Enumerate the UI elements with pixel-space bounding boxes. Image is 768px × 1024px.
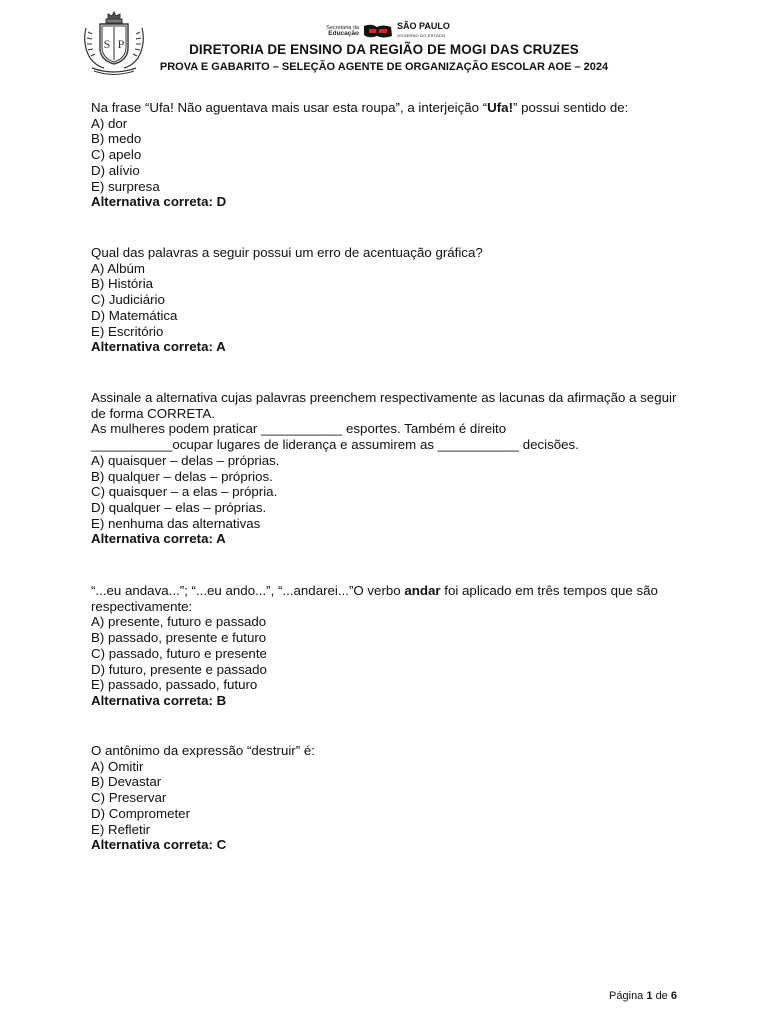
state-label [397, 22, 450, 40]
correct-answer: Alternativa correta: C [91, 837, 227, 853]
question-4 [91, 583, 681, 709]
stem-emphasis: andar [404, 583, 441, 598]
correct-answer: Alternativa correta: D [91, 194, 227, 210]
question-3 [91, 390, 681, 547]
document-title: DIRETORIA DE ENSINO DA REGIÃO DE MOGI DAS CRUZES [189, 42, 579, 57]
question-5 [91, 743, 681, 853]
option: E) Escritório [91, 323, 164, 339]
option: D) qualquer – elas – próprias. [91, 499, 267, 515]
secretaria-label [325, 25, 359, 37]
svg-text:S: S [103, 37, 111, 51]
option: D) alívio [91, 162, 140, 178]
correct-answer: Alternativa correta: B [91, 692, 227, 708]
stem-emphasis: Ufa! [487, 100, 514, 115]
option: A) Albúm [91, 260, 145, 276]
option: A) Omitir [91, 758, 144, 774]
option: C) Judiciário [91, 292, 165, 308]
option: C) Preservar [91, 790, 167, 806]
option: D) Matemática [91, 307, 178, 323]
option: B) passado, presente e futuro [91, 630, 267, 646]
question-stem-line: ___________ocupar lugares de liderança e assumirem as ___________ decisões. [91, 437, 579, 453]
of-word: de [655, 990, 668, 1002]
question-stem [91, 583, 681, 614]
state-name: SÃO PAULO [397, 21, 450, 31]
stem-text: foi aplicado em três tempos que são respectivamente: [91, 583, 658, 614]
option: D) futuro, presente e passado [91, 661, 267, 677]
question-stem: Qual das palavras a seguir possui um erro de acentuação gráfica? [91, 245, 483, 260]
question-2 [91, 245, 681, 355]
option: E) Refletir [91, 821, 151, 837]
option: A) quaisquer – delas – próprias. [91, 452, 280, 468]
question-1 [91, 100, 681, 210]
correct-answer: Alternativa correta: A [91, 531, 226, 547]
current-page: 1 [646, 990, 653, 1002]
page-word: Página [609, 990, 644, 1002]
option: D) Comprometer [91, 805, 191, 821]
option: E) nenhuma das alternativas [91, 515, 261, 531]
option: B) História [91, 276, 154, 292]
stem-text: ” possui sentido de: [513, 100, 629, 115]
sp-map-icon [363, 23, 393, 39]
option: C) quaisquer – a elas – própria. [91, 484, 278, 500]
sao-paulo-education-logo [325, 22, 450, 40]
option: B) medo [91, 131, 142, 147]
page-number [609, 990, 677, 1002]
option: E) passado, passado, futuro [91, 677, 258, 693]
question-stem: Assinale a alternativa cujas palavras preenchem respectivamente as lacunas da afirmação a seguir de forma CORRETA. [91, 390, 677, 421]
option: A) presente, futuro e passado [91, 614, 267, 630]
secretaria-line2: Educação [328, 30, 359, 37]
option: C) passado, futuro e presente [91, 645, 267, 661]
question-stem [91, 100, 681, 116]
option: B) qualquer – delas – próprios. [91, 468, 273, 484]
svg-text:P: P [117, 37, 125, 51]
question-stem: O antônimo da expressão “destruir” é: [91, 743, 315, 758]
option: E) surpresa [91, 178, 160, 194]
state-sub: GOVERNO DO ESTADO [397, 33, 446, 38]
stem-text: “...eu andava...”; “...eu ando...”, “...andarei...”O verbo [91, 583, 405, 598]
option: B) Devastar [91, 774, 162, 790]
option: C) apelo [91, 147, 142, 163]
stem-text: Na frase “Ufa! Não aguentava mais usar esta roupa”, a interjeição “ [91, 100, 488, 115]
total-pages: 6 [670, 990, 677, 1002]
secretaria-line1: Secretaria da [326, 25, 359, 31]
question-stem-line: As mulheres podem praticar ___________ esportes. Também é direito [91, 421, 507, 437]
correct-answer: Alternativa correta: A [91, 339, 226, 355]
document-subtitle: PROVA E GABARITO – SELEÇÃO AGENTE DE ORGANIZAÇÃO ESCOLAR AOE – 2024 [159, 61, 609, 73]
option: A) dor [91, 115, 128, 131]
